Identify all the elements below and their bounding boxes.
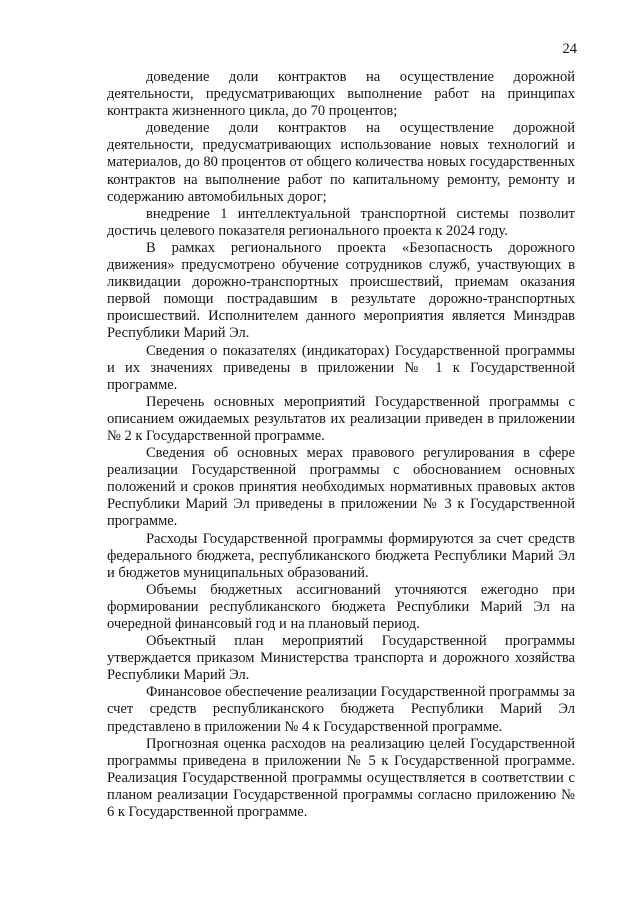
paragraph-7: Сведения об основных мерах правового регулирования в сфере реализации Государственной программы с обоснованием основных положений и сроков принятия необходимых нормативных правовых актов Республики Марий Эл приведены в приложении № 3 к Государственной программе.	[107, 445, 575, 530]
paragraph-12: Прогнозная оценка расходов на реализацию целей Государственной программы приведена в приложении № 5 к Государственной программе. Реализация Государственной программы осуществляется в соответствии с планом реализации Государственной программы согласно приложению № 6 к Государственной программе.	[107, 735, 575, 821]
paragraph-8: Расходы Государственной программы формируются за счет средств федерального бюджета, республиканского бюджета Республики Марий Эл и бюджетов муниципальных образований.	[107, 530, 575, 581]
document-body	[107, 69, 575, 821]
paragraph-5: Сведения о показателях (индикаторах) Государственной программы и их значениях приведены в приложении № 1 к Государственной программе.	[107, 342, 575, 393]
paragraph-3: внедрение 1 интеллектуальной транспортной системы позволит достичь целевого показателя регионального проекта к 2024 году.	[107, 205, 575, 239]
paragraph-4: В рамках регионального проекта «Безопасность дорожного движения» предусмотрено обучение сотрудников служб, участвующих в ликвидации дорожно-транспортных происшествий, приемам оказания первой помощи пострадавшим в результате дорожно-транспортных происшествий. Исполнителем данного мероприятия является Минздрав Республики Марий Эл.	[107, 239, 575, 342]
paragraph-11: Финансовое обеспечение реализации Государственной программы за счет средств республиканского бюджета Республики Марий Эл представлено в приложении № 4 к Государственной программе.	[107, 684, 575, 735]
paragraph-10: Объектный план мероприятий Государственной программы утверждается приказом Министерства транспорта и дорожного хозяйства Республики Марий Эл.	[107, 633, 575, 684]
paragraph-1: доведение доли контрактов на осуществление дорожной деятельности, предусматривающих выполнение работ на принципах контракта жизненного цикла, до 70 процентов;	[107, 69, 575, 120]
page-number: 24	[562, 41, 577, 57]
paragraph-6: Перечень основных мероприятий Государственной программы с описанием ожидаемых результатов их реализации приведен в приложении № 2 к Государственной программе.	[107, 393, 575, 444]
paragraph-2: доведение доли контрактов на осуществление дорожной деятельности, предусматривающих использование новых технологий и материалов, до 80 процентов от общего количества новых государственных контрактов на выполнение работ по капитальному ремонту, ремонту и содержанию автомобильных дорог;	[107, 120, 575, 205]
paragraph-9: Объемы бюджетных ассигнований уточняются ежегодно при формировании республиканского бюджета Республики Марий Эл на очередной финансовый год и на плановый период.	[107, 581, 575, 632]
